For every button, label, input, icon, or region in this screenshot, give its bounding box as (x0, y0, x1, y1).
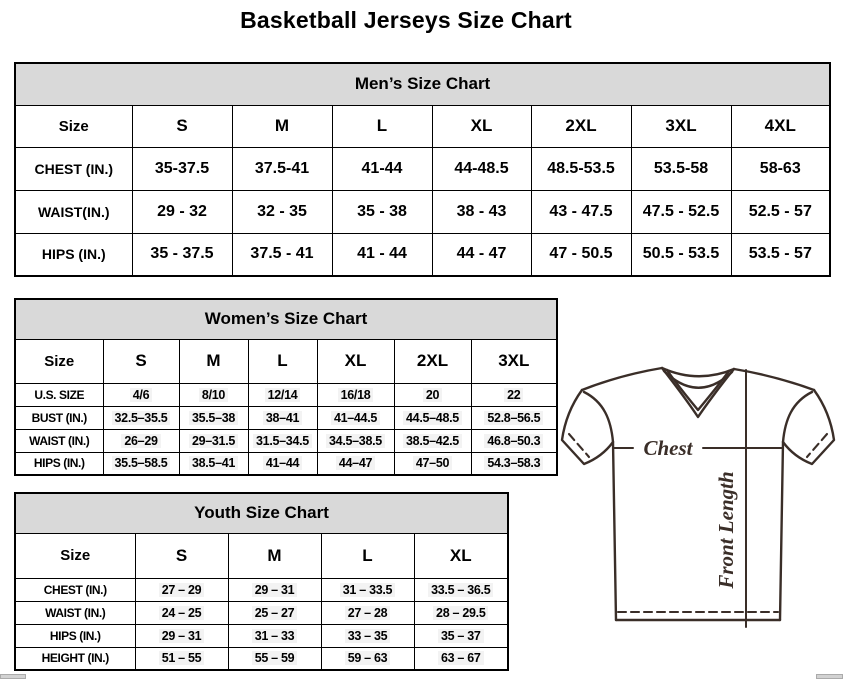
row-label: BUST (IN.) (15, 406, 103, 429)
row-label: CHEST (IN.) (15, 147, 132, 190)
value-text: 29–31.5 (189, 434, 238, 448)
col-header: L (321, 533, 414, 578)
row-label: HIPS (IN.) (15, 452, 103, 475)
value-cell (135, 601, 228, 624)
value-cell (135, 647, 228, 670)
col-header: 3XL (631, 105, 731, 147)
jersey-sleeve-left (562, 390, 613, 464)
value-cell: 35-37.5 (132, 147, 232, 190)
jersey-body-right (780, 442, 783, 620)
mens-table-title: Men’s Size Chart (15, 63, 830, 105)
value-text: 27 – 29 (159, 583, 205, 597)
value-cell: 47 - 50.5 (531, 233, 631, 276)
value-cell: 48.5-53.5 (531, 147, 631, 190)
row-label: CHEST (IN.) (15, 578, 135, 601)
table-title-row (15, 493, 508, 533)
row-label: WAIST (IN.) (15, 601, 135, 624)
table-row (15, 406, 557, 429)
value-cell (414, 624, 508, 647)
jersey-measurement-diagram (556, 360, 840, 672)
value-cell (179, 429, 248, 452)
value-cell: 44-48.5 (432, 147, 531, 190)
youth-table-title: Youth Size Chart (15, 493, 508, 533)
value-text: 31 – 33 (252, 629, 298, 643)
value-text: 47–50 (413, 456, 452, 470)
jersey-sleeve-right (783, 390, 834, 464)
value-cell: 52.5 - 57 (731, 190, 830, 233)
value-cell (471, 383, 557, 406)
jersey-armhole-right (783, 392, 812, 442)
value-cell (321, 601, 414, 624)
value-cell: 32 - 35 (232, 190, 332, 233)
youth-size-table (14, 492, 509, 671)
column-header-row (15, 105, 830, 147)
value-text: 35 – 37 (438, 629, 484, 643)
table-row (15, 452, 557, 475)
value-cell: 35 - 38 (332, 190, 432, 233)
value-cell (471, 429, 557, 452)
value-cell (471, 406, 557, 429)
value-text: 31.5–34.5 (253, 434, 312, 448)
value-cell (394, 429, 471, 452)
value-cell (321, 624, 414, 647)
value-cell (317, 429, 394, 452)
value-text: 8/10 (199, 388, 228, 402)
value-text: 4/6 (130, 388, 152, 402)
table-title-row (15, 299, 557, 339)
col-header-size: Size (15, 105, 132, 147)
value-text: 33 – 35 (345, 629, 391, 643)
value-cell (248, 429, 317, 452)
value-cell (179, 406, 248, 429)
row-label: HEIGHT (IN.) (15, 647, 135, 670)
value-cell (103, 406, 179, 429)
value-cell (321, 578, 414, 601)
col-header-size: Size (15, 339, 103, 383)
row-label: HIPS (IN.) (15, 624, 135, 647)
jersey-cuff-dashed-right (807, 434, 827, 457)
value-cell (414, 647, 508, 670)
mens-size-table (14, 62, 831, 277)
row-label: U.S. SIZE (15, 383, 103, 406)
value-cell (414, 601, 508, 624)
value-text: 20 (423, 388, 442, 402)
col-header: 3XL (471, 339, 557, 383)
value-cell (248, 406, 317, 429)
jersey-armhole-left (584, 392, 613, 442)
value-text: 33.5 – 36.5 (428, 583, 493, 597)
value-cell: 43 - 47.5 (531, 190, 631, 233)
value-text: 16/18 (338, 388, 374, 402)
value-text: 54.3–58.3 (484, 456, 543, 470)
page-title: Basketball Jerseys Size Chart (240, 7, 572, 33)
value-cell: 44 - 47 (432, 233, 531, 276)
col-header: 4XL (731, 105, 830, 147)
value-cell (103, 383, 179, 406)
table-row (15, 233, 830, 276)
value-cell: 37.5 - 41 (232, 233, 332, 276)
col-header: XL (432, 105, 531, 147)
value-cell (103, 452, 179, 475)
value-text: 51 – 55 (159, 651, 205, 665)
value-cell: 35 - 37.5 (132, 233, 232, 276)
value-text: 25 – 27 (252, 606, 298, 620)
jersey-collar-arc-outer (662, 368, 734, 376)
col-header: M (179, 339, 248, 383)
jersey-shoulder-left (582, 368, 662, 390)
value-cell (317, 383, 394, 406)
value-text: 41–44.5 (331, 411, 380, 425)
womens-table-title: Women’s Size Chart (15, 299, 557, 339)
value-text: 32.5–35.5 (112, 411, 171, 425)
col-header: M (228, 533, 321, 578)
col-header: L (332, 105, 432, 147)
womens-size-table (14, 298, 558, 476)
value-cell (179, 452, 248, 475)
value-text: 27 – 28 (345, 606, 391, 620)
value-cell (414, 578, 508, 601)
col-header: S (135, 533, 228, 578)
value-cell (135, 624, 228, 647)
value-cell (248, 452, 317, 475)
table-row (15, 601, 508, 624)
value-text: 55 – 59 (252, 651, 298, 665)
jersey-cuff-dashed-left (569, 434, 589, 457)
value-text: 26–29 (121, 434, 160, 448)
horizontal-scrollbar-fragment-left[interactable] (0, 674, 26, 679)
value-cell (317, 406, 394, 429)
value-cell: 41 - 44 (332, 233, 432, 276)
value-cell: 50.5 - 53.5 (631, 233, 731, 276)
column-header-row (15, 339, 557, 383)
jersey-body-left (613, 442, 616, 620)
value-cell: 53.5 - 57 (731, 233, 830, 276)
column-header-row (15, 533, 508, 578)
value-text: 38.5–42.5 (403, 434, 462, 448)
horizontal-scrollbar-fragment-right[interactable] (816, 674, 843, 679)
value-cell: 47.5 - 52.5 (631, 190, 731, 233)
value-text: 34.5–38.5 (326, 434, 385, 448)
col-header: S (103, 339, 179, 383)
col-header: S (132, 105, 232, 147)
value-text: 59 – 63 (345, 651, 391, 665)
value-cell: 37.5-41 (232, 147, 332, 190)
value-text: 38–41 (263, 411, 302, 425)
col-header: M (232, 105, 332, 147)
value-text: 12/14 (265, 388, 301, 402)
col-header: 2XL (394, 339, 471, 383)
value-cell (228, 624, 321, 647)
value-text: 63 – 67 (438, 651, 484, 665)
value-cell (103, 429, 179, 452)
value-cell: 53.5-58 (631, 147, 731, 190)
value-text: 28 – 29.5 (433, 606, 488, 620)
value-cell (317, 452, 394, 475)
value-cell: 41-44 (332, 147, 432, 190)
table-row (15, 147, 830, 190)
row-label: WAIST (IN.) (15, 429, 103, 452)
table-title-row (15, 63, 830, 105)
value-cell: 58-63 (731, 147, 830, 190)
table-row (15, 383, 557, 406)
col-header: 2XL (531, 105, 631, 147)
col-header: L (248, 339, 317, 383)
value-text: 29 – 31 (159, 629, 205, 643)
table-row (15, 190, 830, 233)
value-cell: 38 - 43 (432, 190, 531, 233)
front-length-label: Front Length (714, 471, 738, 589)
row-label: HIPS (IN.) (15, 233, 132, 276)
table-row (15, 647, 508, 670)
col-header-size: Size (15, 533, 135, 578)
value-text: 35.5–58.5 (112, 456, 171, 470)
col-header: XL (414, 533, 508, 578)
value-text: 29 – 31 (252, 583, 298, 597)
row-label: WAIST(IN.) (15, 190, 132, 233)
value-text: 31 – 33.5 (340, 583, 395, 597)
value-cell (394, 406, 471, 429)
value-cell (394, 383, 471, 406)
value-cell (248, 383, 317, 406)
value-text: 38.5–41 (189, 456, 238, 470)
value-text: 35.5–38 (189, 411, 238, 425)
value-text: 46.8–50.3 (484, 434, 543, 448)
value-text: 52.8–56.5 (484, 411, 543, 425)
value-text: 24 – 25 (159, 606, 205, 620)
table-row (15, 624, 508, 647)
value-cell (228, 647, 321, 670)
value-text: 44.5–48.5 (403, 411, 462, 425)
value-cell (471, 452, 557, 475)
value-text: 41–44 (263, 456, 302, 470)
table-row (15, 578, 508, 601)
value-text: 22 (504, 388, 523, 402)
value-text: 44–47 (336, 456, 375, 470)
value-cell (228, 601, 321, 624)
chest-label: Chest (643, 436, 693, 460)
value-cell (394, 452, 471, 475)
value-cell (179, 383, 248, 406)
table-row (15, 429, 557, 452)
value-cell (135, 578, 228, 601)
value-cell: 29 - 32 (132, 190, 232, 233)
value-cell (228, 578, 321, 601)
value-cell (321, 647, 414, 670)
col-header: XL (317, 339, 394, 383)
